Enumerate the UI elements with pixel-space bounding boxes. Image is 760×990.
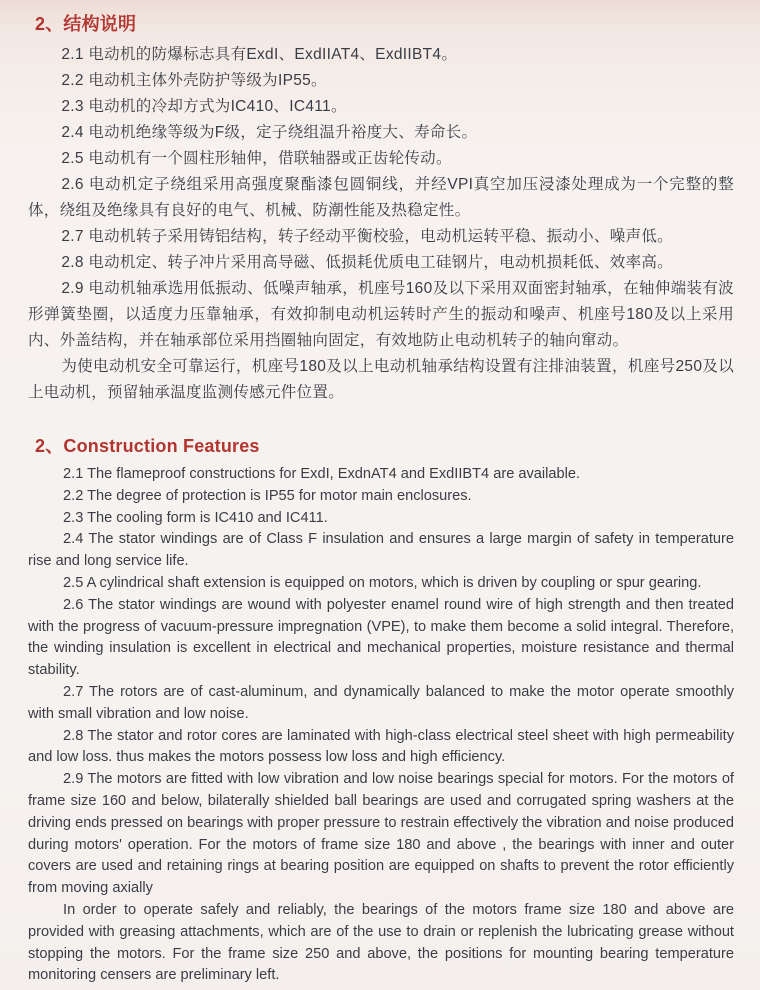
cn-paragraph-2-1: 2.1 电动机的防爆标志具有ExdI、ExdIIAT4、ExdIIBT4。 [61,46,458,63]
en-paragraph-2-1: 2.1 The flameproof constructions for ExdI, ExdnAT4 and ExdIIBT4 are available. [63,466,581,482]
en-paragraph-2-2: 2.2 The degree of protection is IP55 for motor main enclosures. [63,487,472,504]
cn-paragraph-2-2: 2.2 电动机主体外壳防护等级为IP55。 [61,72,327,89]
cn-paragraph-2-9: 2.9 电动机轴承选用低振动、低噪声轴承，机座号160及以下采用双面密封轴承，在轴伸端装有波形弹簧垫圈，以适度力压靠轴承，有效抑制电动机运转时产生的振动和噪声、机座号180及以上采用内、外盖结构，并在轴承部位采用挡圈轴向固定，有效地防止电动机转子的轴向窜动。 [28,280,734,349]
en-paragraph-2-8: 2.8 The stator and rotor cores are laminated with high-class electrical steel sheet with high permeability and low loss. thus makes the motors possess low loss and high efficiency. [28,727,734,766]
en-paragraph-2-6: 2.6 The stator windings are wound with polyester enamel round wire of high strength and then treated with the progress of vacuum-pressure impregnation (VPE), to make them become a solid integral. Therefore, the winding insulation is excellent in electrical and mechanical properties, moisture resistance and thermal stability. [28,596,734,679]
cn-paragraph-2-5: 2.5 电动机有一个圆柱形轴伸，借联轴器或正齿轮传动。 [61,150,452,167]
en-paragraph-2-5: 2.5 A cylindrical shaft extension is equipped on motors, which is driven by coupling or spur gearing. [63,574,702,591]
section-construction-features-en [28,434,734,987]
section-title-cn: 2、结构说明 [35,14,137,34]
cn-paragraph-2-7: 2.7 电动机转子采用铸铝结构，转子经动平衡校验，电动机运转平稳、振动小、噪声低。 [61,228,673,245]
en-paragraph-bearings-note: In order to operate safely and reliably, the bearings of the motors frame size 180 and above are provided with greasing attachments, which are of the use to drain or replenish the lubricating grease without stopping the motors. For the frame size 250 and above, the positions for mounting bearing temperature monitoring censers are preliminary left. [28,901,734,984]
cn-paragraph-2-8: 2.8 电动机定、转子冲片采用高导磁、低损耗优质电工硅钢片，电动机损耗低、效率高。 [61,254,673,271]
cn-paragraph-2-4: 2.4 电动机绝缘等级为F级，定子绕组温升裕度大、寿命长。 [61,124,478,141]
en-paragraph-2-4: 2.4 The stator windings are of Class F insulation and ensures a large margin of safety in temperature rise and long service life. [28,531,734,570]
cn-paragraph-2-3: 2.3 电动机的冷却方式为IC410、IC411。 [61,98,347,115]
section-title-en: 2、Construction Features [35,436,260,456]
en-paragraph-2-3: 2.3 The cooling form is IC410 and IC411. [63,509,328,526]
en-paragraph-2-7: 2.7 The rotors are of cast-aluminum, and dynamically balanced to make the motor operate smoothly with small vibration and low noise. [28,683,734,722]
en-paragraph-2-9: 2.9 The motors are fitted with low vibration and low noise bearings special for motors. For the motors of frame size 160 and below, bilaterally shielded ball bearings are used and corrugated spring washers at the driving ends pressed on bearings with proper pressure to restrain effectively the vibration and noise produced during motors' operation. For the motors of frame size 180 and above , the bearings with inner and outer covers are used and retaining rings at bearing position are equipped on shafts to prevent the rotor efficiently from moving axially [28,771,734,897]
section-structure-description-cn [28,12,734,406]
cn-paragraph-2-6: 2.6 电动机定子绕组采用高强度聚酯漆包圆铜线，并经VPI真空加压浸漆处理成为一个完整的整体，绕组及绝缘具有良好的电气、机械、防潮性能及热稳定性。 [28,176,734,219]
cn-paragraph-bearings-note: 为使电动机安全可靠运行，机座号180及以上电动机轴承结构设置有注排油装置，机座号250及以上电动机，预留轴承温度监测传感元件位置。 [28,358,734,401]
